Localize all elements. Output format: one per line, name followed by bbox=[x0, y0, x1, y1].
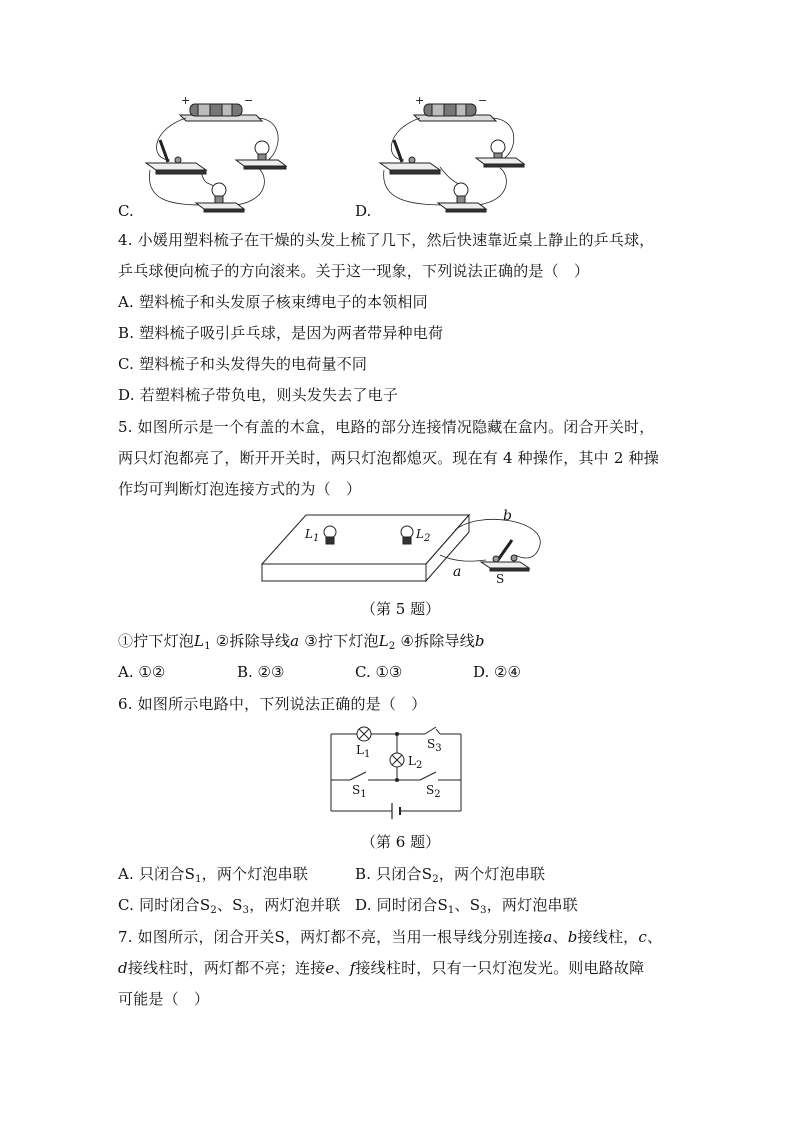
label-s1: $S_1$ bbox=[352, 783, 367, 800]
q4-option-c[interactable]: C. 塑料梳子和头发得失的电荷量不同 bbox=[118, 355, 368, 373]
svg-text:+: + bbox=[181, 94, 191, 107]
label-wire-a: a bbox=[453, 564, 462, 580]
label-l1: $L_1$ bbox=[356, 743, 371, 760]
label-s2: $S_2$ bbox=[426, 783, 441, 800]
svg-text:−: − bbox=[478, 94, 488, 107]
label-l1: $L_1$ bbox=[305, 527, 320, 544]
q6-option-d[interactable]: D. 同时闭合$S_1$、$S_3$，两灯泡串联 bbox=[355, 896, 578, 916]
q7-stem-line1: 7. 如图所示，闭合开关S，两灯都不亮，当用一根导线分别连接a、b接线柱，c、 bbox=[118, 928, 663, 946]
q5-stem-line2: 两只灯泡都亮了，断开开关时，两只灯泡都熄灭。现在有 4 种操作，其中 2 种操 bbox=[118, 449, 659, 467]
q6-option-c[interactable]: C. 同时闭合$S_2$、$S_3$，两灯泡并联 bbox=[118, 896, 341, 916]
svg-text:−: − bbox=[244, 94, 254, 107]
svg-text:+: + bbox=[415, 94, 425, 107]
label-l2: $L_2$ bbox=[408, 754, 423, 771]
label-l2: $L_2$ bbox=[416, 527, 431, 544]
q5-choice-a[interactable]: A. ①② bbox=[118, 663, 166, 681]
q6-option-b[interactable]: B. 只闭合$S_2$，两个灯泡串联 bbox=[355, 865, 546, 885]
q7-stem-line3: 可能是（ ） bbox=[118, 990, 210, 1008]
q5-choice-c[interactable]: C. ①③ bbox=[355, 663, 403, 681]
q5-figure-caption: （第 5 题） bbox=[361, 600, 441, 618]
q5-stem-line3: 作均可判断灯泡连接方式的为（ ） bbox=[118, 480, 362, 498]
lamp-l1 bbox=[357, 727, 371, 741]
q7-stem-line2: d接线柱时，两灯都不亮；连接e、f接线柱时，只有一只灯泡发光。则电路故障 bbox=[118, 959, 645, 977]
label-s3: $S_3$ bbox=[427, 737, 442, 754]
q5-stem-line1: 5. 如图所示是一个有盖的木盒，电路的部分连接情况隐藏在盒内。闭合开关时， bbox=[118, 418, 655, 436]
q4-option-b[interactable]: B. 塑料梳子吸引乒乓球，是因为两者带异种电荷 bbox=[118, 324, 444, 342]
q3-option-d-label[interactable]: D. bbox=[355, 202, 372, 220]
lamp-l2 bbox=[390, 753, 404, 767]
q4-option-a[interactable]: A. 塑料梳子和头发原子核束缚电子的本领相同 bbox=[118, 293, 428, 311]
q3-option-c-label[interactable]: C. bbox=[118, 202, 134, 220]
q6-stem: 6. 如图所示电路中，下列说法正确的是（ ） bbox=[118, 695, 427, 713]
label-wire-b: b bbox=[503, 508, 512, 524]
q5-choice-b[interactable]: B. ②③ bbox=[237, 663, 285, 681]
q4-option-d[interactable]: D. 若塑料梳子带负电，则头发失去了电子 bbox=[118, 386, 399, 404]
label-switch-s: S bbox=[496, 572, 505, 586]
q6-option-a[interactable]: A. 只闭合$S_1$，两个灯泡串联 bbox=[118, 865, 309, 885]
q5-operations: ①拧下灯泡$L_1$ ②拆除导线a ③拧下灯泡$L_2$ ④拆除导线b bbox=[118, 632, 485, 652]
q4-stem-line1: 4. 小媛用塑料梳子在干燥的头发上梳了几下，然后快速靠近桌上静止的乒乓球， bbox=[118, 231, 655, 249]
q5-choice-d[interactable]: D. ②④ bbox=[473, 663, 521, 681]
q6-figure-caption: （第 6 题） bbox=[361, 833, 441, 851]
q4-stem-line2: 乒乓球便向梳子的方向滚来。关于这一现象，下列说法正确的是（ ） bbox=[118, 262, 590, 280]
